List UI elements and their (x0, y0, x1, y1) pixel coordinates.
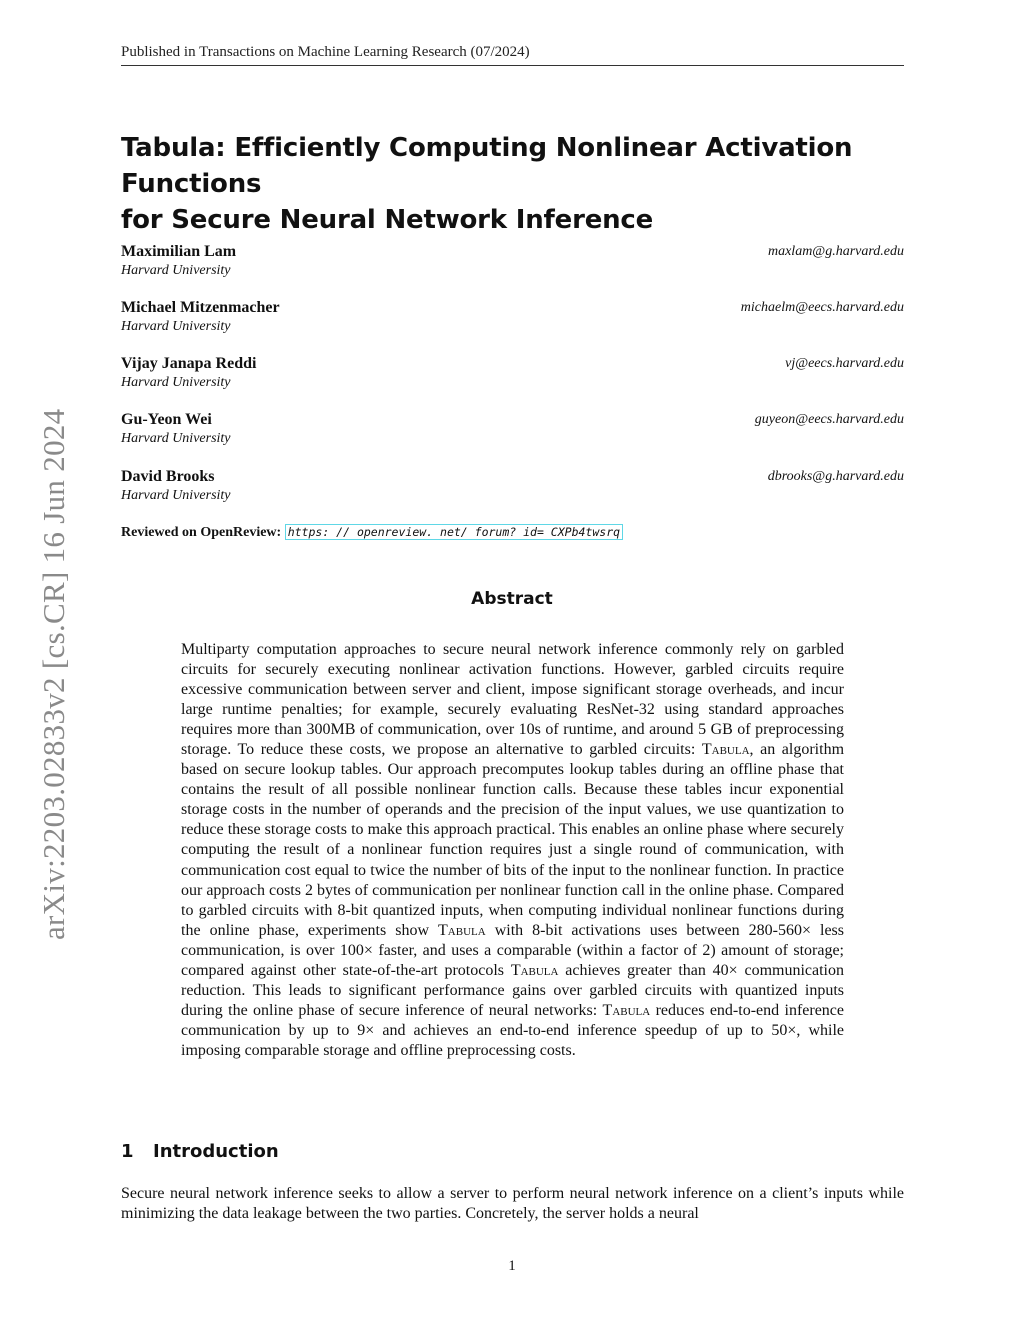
author-affiliation: Harvard University (121, 375, 231, 390)
author-affiliation: Harvard University (121, 263, 231, 278)
tabula-name: Tabula (701, 741, 750, 759)
author-email[interactable]: maxlam@g.harvard.edu (767, 244, 904, 259)
page-number: 1 (508, 1258, 516, 1274)
openreview-link[interactable]: https: // openreview. net/ forum? id= CXPb4twsrq (285, 524, 623, 540)
paper-title-line-2: for Secure Neural Network Inference (121, 205, 654, 235)
author-affiliation: Harvard University (121, 319, 231, 334)
author-name: Maximilian Lam (121, 243, 237, 260)
author-email[interactable]: vj@eecs.harvard.edu (785, 356, 904, 371)
tabula-name: Tabula (510, 961, 559, 979)
abstract-text-part: reduces end-to-end inference communication by up to 9× and achieves an end-to-end inference speedup of up to 50×, while imposing comparable storage and offline preprocessing costs. (181, 1001, 845, 1059)
author-block (121, 467, 904, 505)
section-number: 1 (121, 1141, 134, 1162)
author-name: Vijay Janapa Reddi (121, 355, 257, 372)
author-name: Gu-Yeon Wei (121, 411, 212, 428)
author-name: Michael Mitzenmacher (121, 299, 280, 316)
paper-title (121, 130, 921, 238)
tabula-name: Tabula (438, 921, 486, 939)
author-affiliation: Harvard University (121, 431, 231, 446)
journal-header: Published in Transactions on Machine Learning Research (07/2024) (121, 44, 904, 66)
abstract-text (181, 640, 844, 1061)
section-heading-introduction (121, 1141, 279, 1162)
author-block (121, 410, 904, 448)
section-title: Introduction (153, 1141, 279, 1162)
abstract-text-part: Multiparty computation approaches to secure neural network inference commonly rely on garbled circuits for securely executing nonlinear activation functions. However, garbled circuits require excessive communication between server and client, impose significant storage overheads, and incur large runtime penalties; for example, securely evaluating ResNet-32 using standard approaches requires more than 300MB of communication, over 10s of runtime, and around 5 GB of preprocessing storage. To reduce these costs, we propose an alternative to garbled circuits: (181, 641, 844, 759)
abstract-text-part: with 8-bit activations uses between 280-560× less communication, is over 100× faster, and uses a comparable (within a factor of 2) amount of storage; compared against other state-of-the-art protocols (181, 921, 844, 979)
paper-title-line-1: Tabula: Efficiently Computing Nonlinear Activation Functions (121, 133, 853, 199)
author-email[interactable]: michaelm@eecs.harvard.edu (740, 300, 904, 315)
author-block (121, 298, 904, 336)
author-email[interactable]: guyeon@eecs.harvard.edu (754, 412, 904, 427)
introduction-text: Secure neural network inference seeks to allow a server to perform neural network inference on a client’s inputs while minimizing the data leakage between the two parties. Concretely, the server holds a neural (121, 1185, 904, 1223)
review-line (121, 525, 623, 541)
abstract-text-part: , an algorithm based on secure lookup tables. Our approach precomputes lookup tables during an offline phase that contains the result of all possible nonlinear function calls. Because these tables incur exponential storage costs in the number of operands and the precision of the input values, we use quantization to reduce these storage costs to make this approach practical. This enables an online phase where securely computing the result of a nonlinear function requires just a single round of communication, with communication cost equal to twice the number of bits of the input to the nonlinear function. In practice our approach costs 2 bytes of communication per nonlinear function call in the online phase. Compared to garbled circuits with 8-bit quantized inputs, when computing individual nonlinear functions during the online phase, experiments show (181, 741, 845, 939)
tabula-name: Tabula (602, 1001, 651, 1019)
author-name: David Brooks (121, 468, 215, 485)
author-email[interactable]: dbrooks@g.harvard.edu (767, 469, 904, 484)
arxiv-sidebar-stamp: arXiv:2203.02833v2 [cs.CR] 16 Jun 2024 (36, 408, 71, 940)
abstract-text-part: achieves greater than 40× communication reduction. This leads to significant performance gains over garbled circuits with quantized inputs during the online phase of secure inference of neural networks: (181, 961, 844, 1019)
author-affiliation: Harvard University (121, 488, 231, 503)
author-block (121, 242, 904, 280)
abstract-heading: Abstract (471, 589, 553, 609)
review-label: Reviewed on OpenReview: (121, 525, 282, 540)
author-block (121, 354, 904, 392)
